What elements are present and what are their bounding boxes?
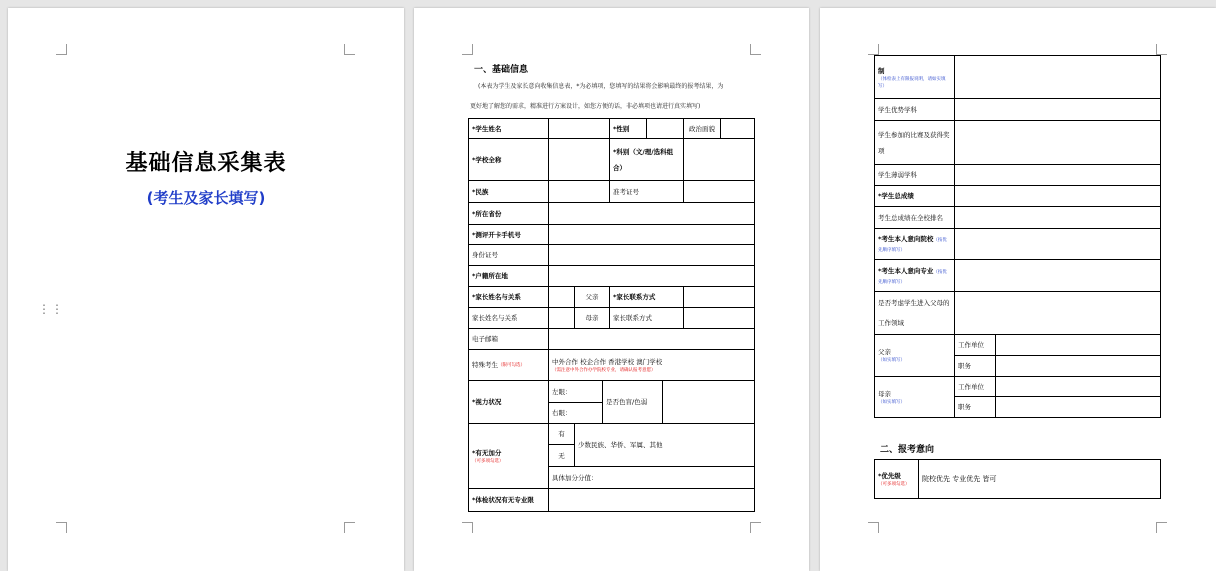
label-ethnicity: *民族 [468, 180, 549, 203]
father-fill-note: （如实填写） [878, 358, 905, 363]
label-priority-cell [874, 459, 919, 499]
bonus-hint: （可多项勾选） [472, 458, 504, 464]
option-has[interactable]: 有 [548, 423, 575, 445]
label-student-name: *学生姓名 [468, 118, 549, 139]
label-phone: *测评开卡手机号 [468, 224, 549, 245]
option-none[interactable]: 无 [548, 444, 575, 467]
label-vision: *视力状况 [468, 380, 549, 424]
section-title: 一、基础信息 [474, 65, 529, 75]
label-parent-contact: *家长联系方式 [609, 286, 684, 308]
input-color-blind[interactable] [662, 380, 755, 424]
intro-line: 更好地了解您的需求，精准进行方案设计，如您方便的话，非必填项也请进行真实填写) [470, 103, 701, 110]
label-weak-subject: 学生薄弱学科 [874, 164, 955, 186]
bonus-value-field[interactable]: 具体加分分值： [548, 466, 755, 489]
input-ethnicity[interactable] [548, 180, 610, 203]
form-title: 基础信息采集表 [125, 151, 287, 176]
intro-line: (本表为学生及家长意向收集信息表，*为必填项，您填写的结果将会影响最终的报考结果，为 [478, 83, 724, 90]
label-hukou: *户籍所在地 [468, 265, 549, 287]
page-cover [8, 8, 404, 571]
input-hukou[interactable] [548, 265, 755, 287]
label-special-text: 特殊考生 [472, 361, 498, 369]
form-subtitle: (考生及家长填写) [146, 189, 266, 207]
input-phone[interactable] [548, 224, 755, 245]
label-pref-major-text: *考生本人意向专业 [878, 266, 934, 275]
label-workplace: 工作单位 [954, 376, 996, 397]
input-parent-contact[interactable] [683, 286, 755, 308]
label-parent-contact-2: 家长联系方式 [609, 307, 684, 329]
input-political[interactable] [720, 118, 755, 139]
input-parent-contact-2[interactable] [683, 307, 755, 329]
input-parent-name[interactable] [548, 286, 575, 308]
limit-note: （体检表上有限报说明，请如实填写） [878, 77, 946, 89]
left-eye-field[interactable]: 左眼： [548, 380, 603, 403]
label-strong-subject: 学生优势学科 [874, 98, 955, 121]
label-parent-field: 是否考虑学生进入父母的工作领域 [874, 291, 955, 335]
drag-handle-icon[interactable]: ⋮⋮ [38, 302, 64, 316]
label-workplace: 工作单位 [954, 334, 996, 356]
special-options: 中外合作 校企合作 香港学校 澳门学校 [552, 357, 663, 366]
label-position: 职务 [954, 355, 996, 377]
label-track: *科别（文/理/选科组合） [609, 138, 684, 181]
input-admission-no[interactable] [683, 180, 755, 203]
input-gender[interactable] [646, 118, 684, 139]
margin-corner-mark [56, 44, 67, 55]
input-email[interactable] [548, 328, 755, 350]
input-parent-name-2[interactable] [548, 307, 575, 329]
label-father3: 父亲 [878, 348, 891, 356]
priority-options[interactable]: 院校优先 专业优先 皆可 [918, 459, 1161, 499]
label-parent-name: *家长姓名与关系 [468, 286, 549, 308]
input-student-name[interactable] [548, 118, 610, 139]
bonus-types[interactable]: 少数民族、华侨、军属、其他 [574, 423, 755, 467]
label-email: 电子邮箱 [468, 328, 549, 350]
label-health: *体检状况有无专业限 [468, 488, 549, 512]
special-note: （需注意中外合作办学院校专业，请确认报考意愿） [552, 367, 656, 373]
label-id-no: 身份证号 [468, 244, 549, 266]
input-track[interactable] [683, 138, 755, 181]
label-province: *所在省份 [468, 202, 549, 225]
label-parent-name-2: 家长姓名与关系 [468, 307, 549, 329]
input-health[interactable] [548, 488, 755, 512]
label-mother: 母亲 [574, 307, 610, 329]
special-options-cell[interactable] [548, 349, 755, 381]
special-hint: （限可勾选） [498, 362, 525, 368]
label-limit: 制 [878, 67, 885, 75]
margin-corner-mark [344, 44, 355, 55]
basic-info-table [414, 8, 809, 571]
label-school: *学校全称 [468, 138, 549, 181]
pref-major-note: （按优先顺序填写） [878, 269, 947, 285]
right-eye-field[interactable]: 右眼： [548, 402, 603, 424]
priority-hint: （可多项勾选） [878, 481, 910, 487]
input-id-no[interactable] [548, 244, 755, 266]
label-gender: *性别 [609, 118, 647, 139]
label-pref-school-text: *考生本人意向院校 [878, 235, 934, 243]
page-continued [820, 8, 1216, 571]
input-school[interactable] [548, 138, 610, 181]
page-basic-info [414, 8, 809, 571]
label-father: 父亲 [574, 286, 610, 308]
input-province[interactable] [548, 202, 755, 225]
mother-fill-note: （如实填写） [878, 399, 905, 405]
label-mother3: 母亲 [878, 389, 891, 398]
label-political: 政治面貌 [683, 118, 721, 139]
label-total-score: *学生总成绩 [874, 185, 955, 207]
label-admission-no: 准考证号 [609, 180, 684, 203]
label-bonus-cell [468, 423, 549, 489]
margin-corner-mark [344, 522, 355, 533]
label-priority: *优先级 [878, 471, 901, 480]
section-title: 二、报考意向 [880, 445, 935, 455]
label-color-blind: 是否色盲/色弱 [602, 380, 663, 424]
label-awards: 学生参加的比赛及获得奖项 [874, 120, 955, 165]
label-rank: 考生总成绩在全校排名 [874, 206, 955, 229]
pref-school-note: （按优先顺序填写） [878, 238, 947, 253]
margin-corner-mark [56, 522, 67, 533]
label-special [468, 349, 549, 381]
label-bonus: *有无加分 [472, 448, 502, 457]
label-position: 职务 [954, 396, 996, 418]
intent-table [820, 8, 1216, 571]
